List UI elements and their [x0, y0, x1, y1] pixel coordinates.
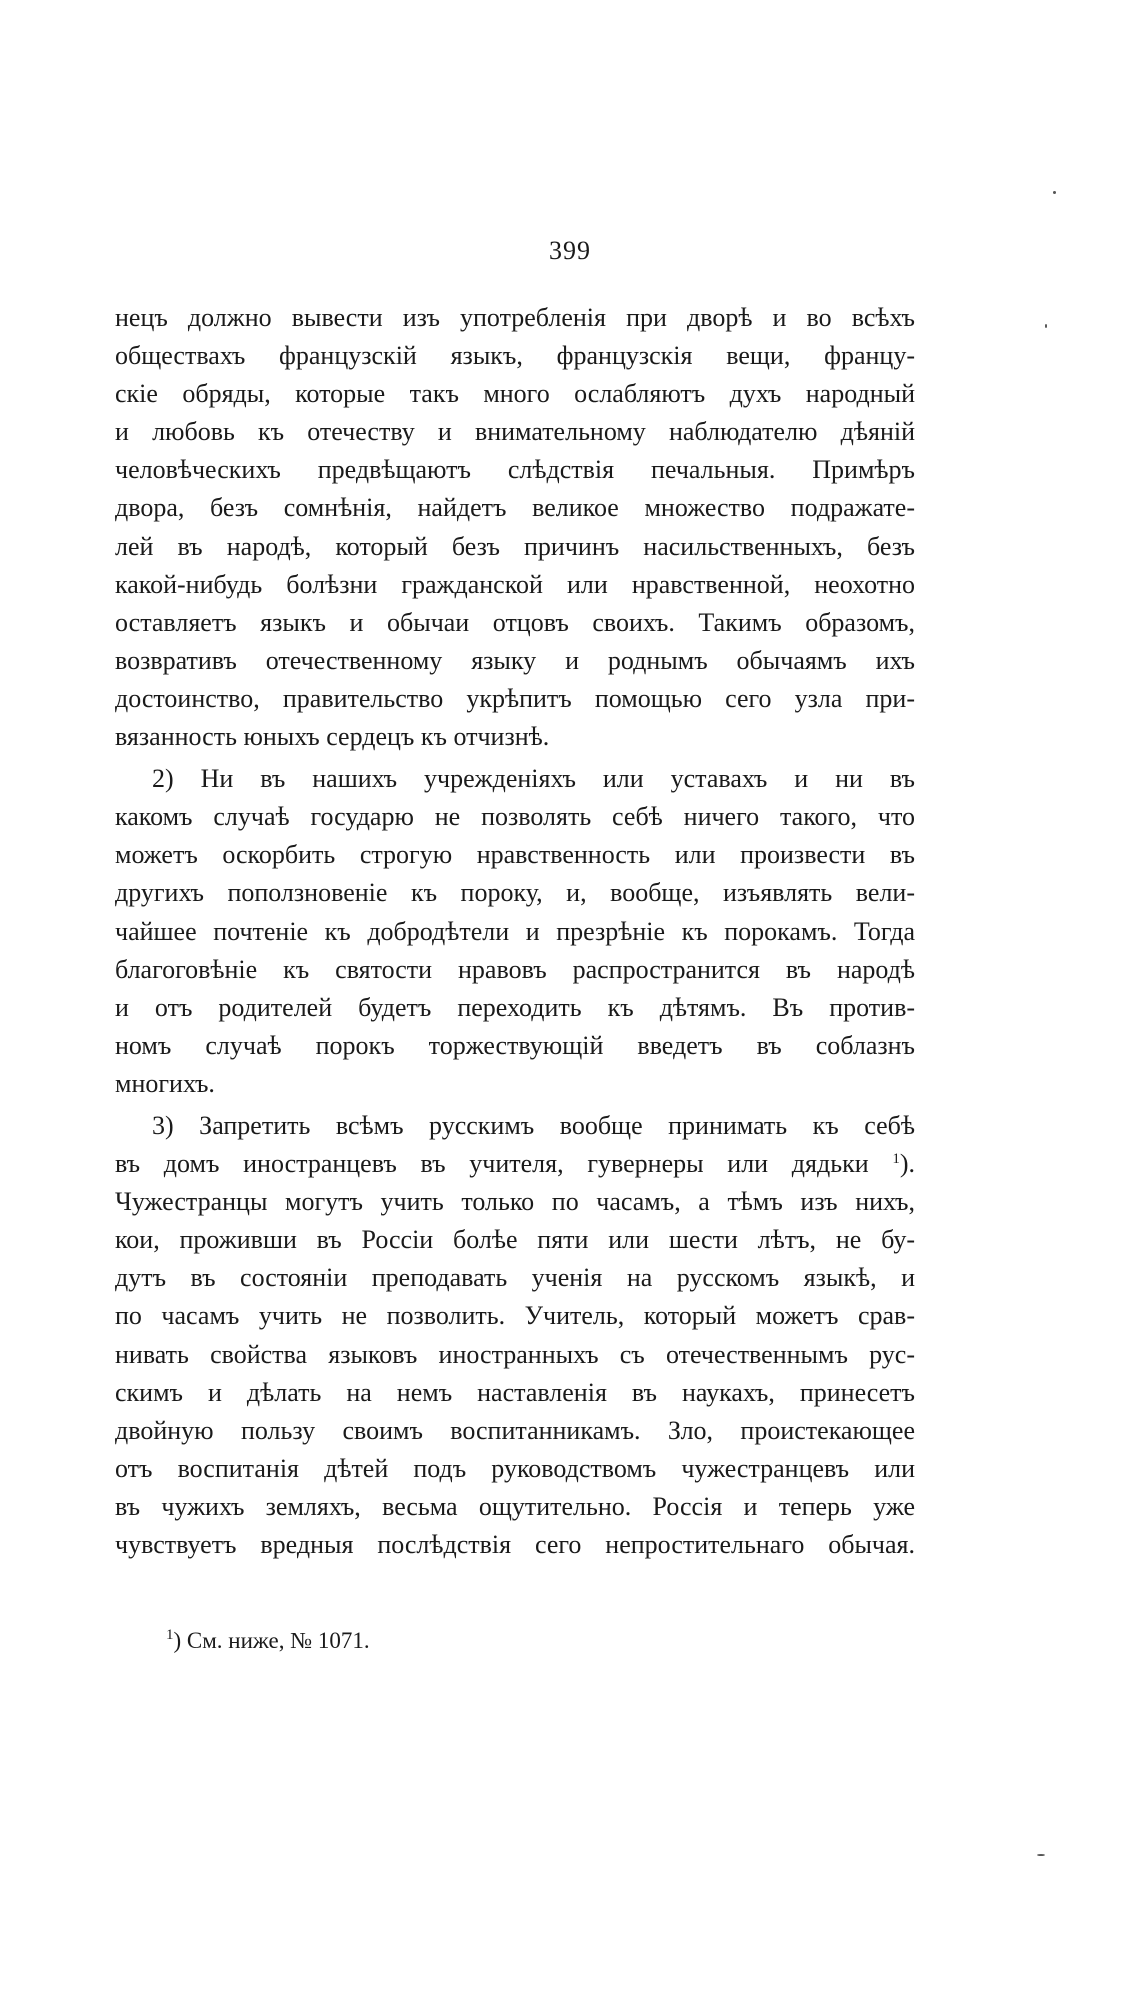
text-line: двора, безъ сомнѣнія, найдетъ великое множество подражате-	[115, 493, 915, 523]
text-line: какой-нибудь болѣзни гражданской или нравственной, неохотно	[115, 569, 915, 599]
text-line: 3) Запретить всѣмъ русскимъ вообще принимать къ себѣ	[152, 1110, 915, 1140]
text-line: другихъ поползновеніе къ пороку, и, вообще, изъявлять вели-	[115, 878, 915, 908]
text-line: чайшее почтеніе къ добродѣтели и презрѣніе къ порокамъ. Тогда	[115, 916, 915, 946]
footnote-text: ) См. ниже, № 1071.	[173, 1628, 370, 1653]
footnote-reference-tail: ).	[899, 1149, 915, 1179]
text-line: Чужестранцы могутъ учить только по часамъ, а тѣмъ изъ нихъ,	[115, 1187, 915, 1217]
scan-speck	[1037, 1854, 1045, 1856]
text-line: отъ воспитанія дѣтей подъ руководствомъ чужестранцевъ или	[115, 1453, 915, 1483]
text-line: достоинство, правительство укрѣпитъ помощью сего узла при-	[115, 683, 915, 713]
text-line: многихъ.	[115, 1068, 215, 1098]
footnote-reference: 1	[892, 1151, 900, 1168]
text-line: скіе обряды, которые такъ много ослабляютъ духъ народный	[115, 379, 915, 409]
text-line: скимъ и дѣлать на немъ наставленія въ наукахъ, принесетъ	[115, 1377, 915, 1407]
text-line: нивать свойства языковъ иностранныхъ съ отечественнымъ рус-	[115, 1339, 915, 1369]
text-line: и отъ родителей будетъ переходить къ дѣтямъ. Въ против-	[115, 992, 915, 1022]
text-line: оставляетъ языкъ и обычаи отцовъ своихъ. Такимъ образомъ,	[115, 607, 915, 637]
text-line: возвративъ отечественному языку и роднымъ обычаямъ ихъ	[115, 645, 915, 675]
footnote	[166, 1624, 370, 1658]
text-line: лей въ народѣ, который безъ причинъ насильственныхъ, безъ	[115, 531, 915, 561]
text-line: дутъ въ состояніи преподавать ученія на русскомъ языкѣ, и	[115, 1263, 915, 1293]
text-line: благоговѣніе къ святости нравовъ распространится въ народѣ	[115, 954, 915, 984]
text-line: какомъ случаѣ государю не позволять себѣ ничего такого, что	[115, 802, 915, 832]
scan-speck	[1053, 191, 1056, 194]
text-line: 2) Ни въ нашихъ учрежденіяхъ или уставахъ и ни въ	[152, 764, 915, 794]
text-line: вязанность юныхъ сердецъ къ отчизнѣ.	[115, 722, 550, 752]
text-line: человѣческихъ предвѣщаютъ слѣдствія печальныя. Примѣръ	[115, 455, 915, 485]
paragraph-2	[115, 760, 915, 1103]
text-line-content: въ домъ иностранцевъ въ учителя, гувернеры или дядьки	[115, 1149, 869, 1179]
text-line: двойную пользу своимъ воспитанникамъ. Зло, проистекающее	[115, 1415, 915, 1445]
text-line: кои, проживши въ Россіи болѣе пяти или шести лѣтъ, не бу-	[115, 1225, 915, 1255]
text-line: чувствуетъ вредныя послѣдствія сего непростительнаго обычая.	[115, 1530, 915, 1559]
text-line: и любовь къ отечеству и внимательному наблюдателю дѣяній	[115, 417, 915, 447]
text-line	[115, 1145, 915, 1183]
paragraph-3	[115, 1107, 915, 1564]
text-line: по часамъ учить не позволить. Учитель, который можетъ срав-	[115, 1301, 915, 1331]
paragraph-1	[115, 299, 915, 756]
text-line: обществахъ французскій языкъ, французскія вещи, францу-	[115, 341, 915, 371]
body-text	[115, 299, 915, 1564]
scan-speck	[1045, 324, 1047, 328]
footnote-marker: 1	[166, 1627, 174, 1643]
text-line: въ чужихъ земляхъ, весьма ощутительно. Россія и теперь уже	[115, 1491, 915, 1521]
text-line: можетъ оскорбить строгую нравственность или произвести въ	[115, 840, 915, 870]
text-line: нецъ должно вывести изъ употребленія при дворѣ и во всѣхъ	[115, 303, 915, 332]
page-number: 399	[549, 236, 591, 265]
text-line: номъ случаѣ порокъ торжествующій введетъ въ соблазнъ	[115, 1030, 915, 1060]
